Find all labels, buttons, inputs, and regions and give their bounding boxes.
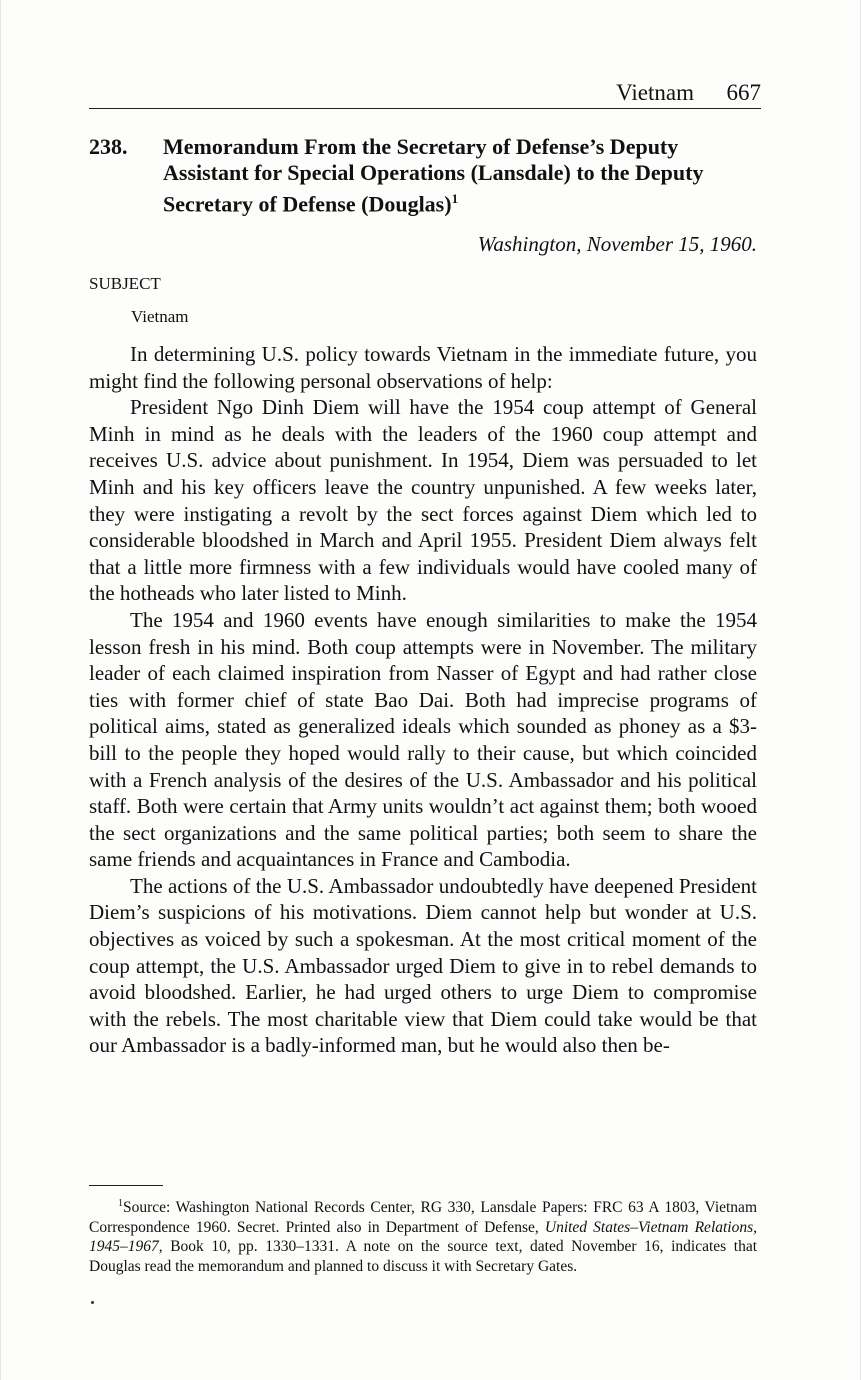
footnote-italic-title: United States–Vietnam Relations, 1945–1967, [89,1218,758,1256]
body-paragraph: President Ngo Dinh Diem will have the 1954 coup attempt of General Minh in mind as he deals with the leaders of the 1960 coup attempt and receives U.S. advice about punishment. In 1954, Diem was persuaded to let Minh and his key officers leave the country unpunished. A few weeks later, they were instigating a revolt by the sect forces against Diem which led to considerable bloodshed in March and April 1955. President Diem always felt that a little more firmness with a few individuals would have cooled many of the hotheads who later listed to Minh. [89,395,757,606]
document-number: 238. [89,134,128,159]
body-paragraph: The actions of the U.S. Ambassador undoubtedly have deepened President Diem’s suspicions of his motivations. Diem cannot help but wonder at U.S. objectives as voiced by such a spokesman. At the most critical moment of the coup attempt, the U.S. Ambassador urged Diem to give in to rebel demands to avoid bloodshed. Earlier, he had urged others to urge Diem to compromise with the rebels. The most charitable view that Diem could take would be that our Ambassador is a badly-informed man, but he would also then be- [89,873,757,1058]
footnote-paragraph [89,1194,757,1276]
footnote-marker: 1 [118,1198,123,1209]
running-head-title: Vietnam [616,80,694,105]
footnote-reference[interactable]: 1 [451,191,459,206]
footnote-text-part1: Source: Washington National Records Center, RG 330, Lansdale Papers: FRC 63 A 1803, Vietnam Correspondence 1960. Secret. Printed also in Department of Defense, [89,1199,757,1236]
footnote-divider [89,1185,163,1186]
running-head [89,78,761,109]
subject-label: SUBJECT [89,274,161,293]
footnote [89,1194,757,1276]
scan-artifact [91,1301,94,1304]
document-title [163,134,763,217]
page-number: 667 [726,80,761,105]
subject-value: Vietnam [131,307,189,326]
body-paragraph: The 1954 and 1960 events have enough similarities to make the 1954 lesson fresh in his mind. Both coup attempts were in November. The military leader of each claimed inspiration from Nasser of Egypt and had rather close ties with former chief of state Bao Dai. Both had imprecise programs of political aims, stated as generalized ideals which sounded as phoney as a $3-bill to the people they hoped would rally to their cause, but which coincided with a French analysis of the desires of the U.S. Ambassador and his political staff. Both were certain that Army units wouldn’t act against them; both wooed the sect organizations and the same political parties; both seem to share the same friends and acquaintances in France and Cambodia. [89,607,757,872]
dateline: Washington, November 15, 1960. [477,232,757,256]
body-paragraph: In determining U.S. policy towards Vietnam in the immediate future, you might find the following personal observations of help: [89,342,757,393]
body-text [89,341,757,1059]
footnote-text-part2: Book 10, pp. 1330–1331. A note on the source text, dated November 16, indicates that Douglas read the memorandum and planned to discuss it with Secretary Gates. [89,1238,757,1275]
document-title-text: Memorandum From the Secretary of Defense’s Deputy Assistant for Special Operations (Lansdale) to the Deputy Secretary of Defense (Douglas) [163,134,704,217]
